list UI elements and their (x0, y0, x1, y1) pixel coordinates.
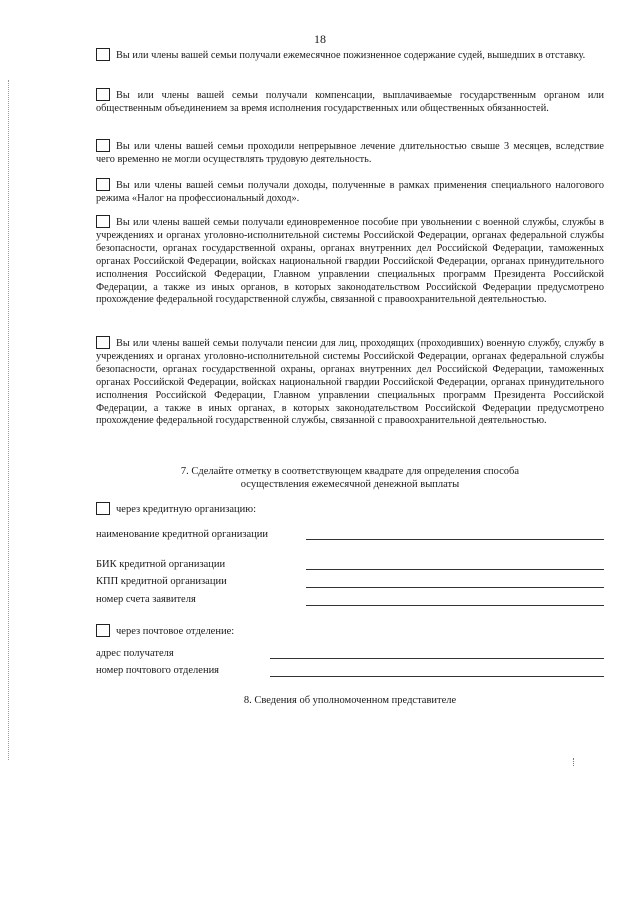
recipient-address-label: адрес получателя (96, 648, 174, 659)
post-office-number-label: номер почтового отделения (96, 665, 220, 676)
statement-text: Вы или члены вашей семьи получали пенсии для лиц, проходящих (проходивших) военную службу, службу в учреждениях и органах уголовно-исполнительной системы Российской Федерации, органах федеральной службы безопасности, органах государственной охраны, органах внутренних дел Российской Федерации, таможенных органах Российской Федерации, войсках национальной гвардии Российской Федерации, органах принудительного исполнения Российской Федерации, Главном управлении специальных программ Президента Российской Федерации, а также в иных органах, в которых законодательством Российской Федерации предусмотрено прохождение федеральной государственной службы, связанной с правоохранительной деятельностью. (96, 338, 604, 427)
section-8-title: 8. Сведения об уполномоченном представителе (243, 695, 457, 706)
statement-checkbox[interactable] (96, 178, 110, 191)
statement-text: Вы или члены вашей семьи получали компенсации, выплачиваемые государственным органом или общественным объединением за время исполнения государственных или общественных обязанностей. (96, 90, 604, 114)
post-option (96, 624, 234, 639)
scan-edge-dots (8, 80, 9, 760)
statement-item (96, 48, 604, 63)
statement-item (96, 178, 604, 206)
statement-checkbox[interactable] (96, 88, 110, 101)
section-7-title-line2: осуществления ежемесячной денежной выплаты (240, 479, 460, 490)
statement-text: Вы или члены вашей семьи получали доходы, полученные в рамках применения специального налогового режима «Налог на профессиональный доход». (96, 180, 604, 204)
bank-option-checkbox[interactable] (96, 502, 110, 515)
bank-name-label: наименование кредитной организации (96, 529, 268, 540)
recipient-address-field[interactable] (270, 658, 604, 659)
statement-item (96, 139, 604, 167)
statement-text: Вы или члены вашей семьи получали единовременное пособие при увольнении с военной службы, службы в учреждениях и органах уголовно-исполнительной системы Российской Федерации, органах федеральной службы безопасности, органах государственной охраны, органах внутренних дел Российской Федерации, таможенных органах Российской Федерации, войсках национальной гвардии Российской Федерации, органах принудительного исполнения Российской Федерации, Главном управлении специальных программ Президента Российской Федерации, а также из иных органов, в которых законодательством Российской Федерации предусмотрено прохождение федеральной государственной службы, связанной с правоохранительной деятельностью. (96, 217, 604, 306)
statement-checkbox[interactable] (96, 139, 110, 152)
post-option-label: через почтовое отделение: (116, 626, 235, 637)
bik-field[interactable] (306, 569, 604, 570)
statement-checkbox[interactable] (96, 336, 110, 349)
statement-text: Вы или члены вашей семьи получали ежемесячное пожизненное содержание судей, вышедших в отставку. (116, 50, 586, 61)
post-office-number-field[interactable] (270, 676, 604, 677)
statement-item (96, 88, 604, 116)
bank-option-label: через кредитную организацию: (116, 504, 257, 515)
statement-item (96, 336, 604, 428)
statement-item (96, 215, 604, 307)
bik-label: БИК кредитной организации (96, 559, 226, 570)
account-number-label: номер счета заявителя (96, 594, 196, 605)
post-option-checkbox[interactable] (96, 624, 110, 637)
account-number-field[interactable] (306, 605, 604, 606)
statement-text: Вы или члены вашей семьи проходили непрерывное лечение длительностью свыше 3 месяцев, вследствие чего временно не могли осуществлять трудовую деятельность. (96, 141, 604, 165)
scan-artifact-mark (573, 758, 576, 766)
page-number: 18 (314, 32, 326, 46)
section-7-title-line1: 7. Сделайте отметку в соответствующем квадрате для определения способа (180, 466, 520, 477)
statement-checkbox[interactable] (96, 215, 110, 228)
kpp-label: КПП кредитной организации (96, 576, 227, 587)
bank-name-field[interactable] (306, 539, 604, 540)
bank-option (96, 502, 256, 517)
statement-checkbox[interactable] (96, 48, 110, 61)
kpp-field[interactable] (306, 587, 604, 588)
section-7-title (96, 465, 604, 491)
